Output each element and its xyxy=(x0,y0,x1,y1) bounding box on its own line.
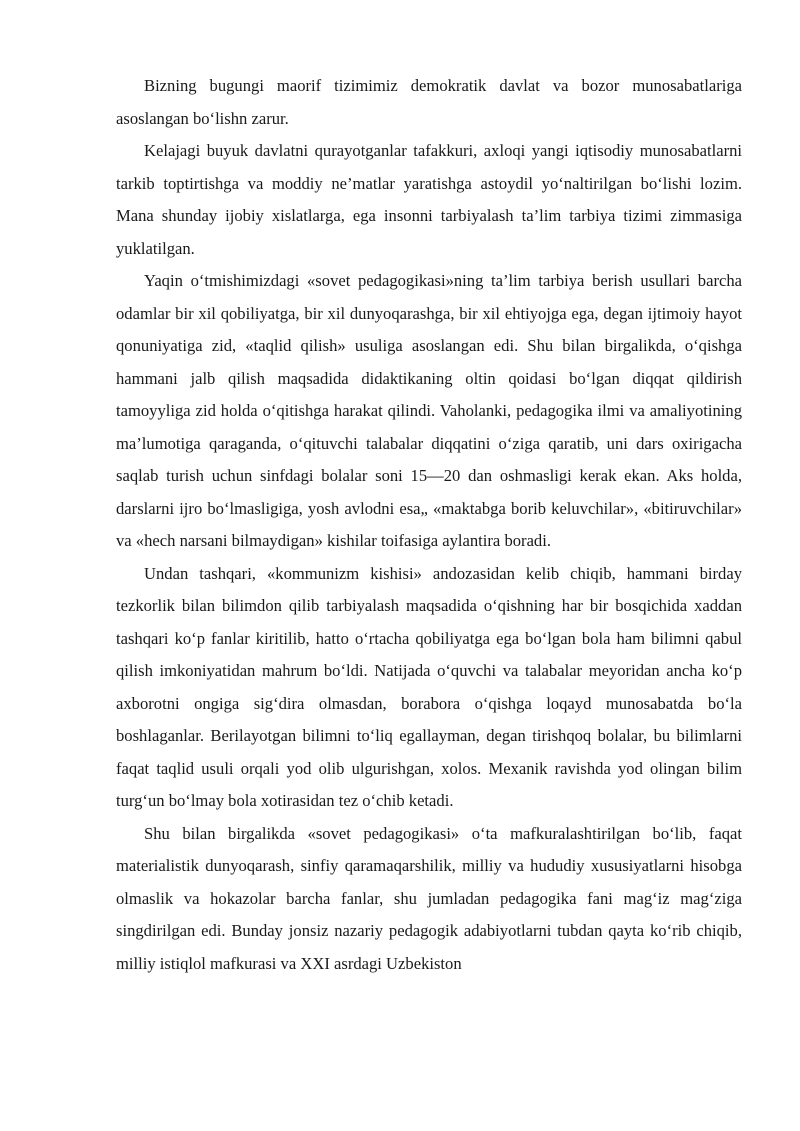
paragraph-2: Kelajagi buyuk davlatni qurayotganlar tafakkuri, axloqi yangi iqtisodiy munosabatlarni tarkib toptirtishga va moddiy ne’matlar yaratishga astoydil yo‘naltirilgan bo‘lishi lozim. Mana shunday ijobiy xislatlarga, ega insonni tarbiyalash ta’lim tarbiya tizimi zimmasiga yuklatilgan. xyxy=(116,141,742,258)
paragraph-1: Bizning bugungi maorif tizimimiz demokratik davlat va bozor munosabatlariga asoslangan bo‘lishn zarur. xyxy=(116,76,742,128)
paragraph-4: Undan tashqari, «kommunizm kishisi» andozasidan kelib chiqib, hammani birday tezkorlik bilan bilimdon qilib tarbiyalash maqsadida o‘qishning har bir bosqichida xaddan tashqari ko‘p fanlar kiritilib, hatto o‘rtacha qobiliyatga ega bo‘lgan bola ham bilimni qabul qilish imkoniyatidan mahrum bo‘ldi. Natijada o‘quvchi va talabalar meyoridan ancha ko‘p axborotni ongiga sig‘dira olmasdan, borabora o‘qishga loqayd munosabatda bo‘la boshlaganlar. Berilayotgan bilimni to‘liq egallayman, degan tirishqoq bolalar, bu bilimlarni faqat taqlid usuli orqali yod olib ulgurishgan, xolos. Mexanik ravishda yod olingan bilim turg‘un bo‘lmay bola xotirasidan tez o‘chib ketadi. xyxy=(116,563,742,810)
document-body xyxy=(116,70,742,980)
paragraph-5: Shu bilan birgalikda «sovet pedagogikasi» o‘ta mafkuralashtirilgan bo‘lib, faqat materialistik dunyoqarash, sinfiy qaramaqarshilik, milliy va hududiy xususiyatlarni hisobga olmaslik va hokazolar barcha fanlar, shu jumladan pedagogika fani mag‘iz mag‘ziga singdirilgan edi. Bunday jonsiz nazariy pedagogik adabiyotlarni tubdan qayta ko‘rib chiqib, milliy istiqlol mafkurasi va XXI asrdagi Uzbekiston xyxy=(116,823,742,973)
paragraph-3: Yaqin o‘tmishimizdagi «sovet pedagogikasi»ning ta’lim tarbiya berish usullari barcha odamlar bir xil qobiliyatga, bir xil dunyoqarashga, bir xil ehtiyojga ega, degan ijtimoiy hayot qonuniyatiga zid, «taqlid qilish» usuliga asoslangan edi. Shu bilan birgalikda, o‘qishga hammani jalb qilish maqsadida didaktikaning oltin qoidasi bo‘lgan diqqat qildirish tamoyyliga zid holda o‘qitishga harakat qilindi. Vaholanki, pedagogika ilmi va amaliyotining ma’lumotiga qaraganda, o‘qituvchi talabalar diqqatini o‘ziga qaratib, uni dars oxirigacha saqlab turish uchun sinfdagi bolalar soni 15—20 dan oshmasligi kerak ekan. Aks holda, darslarni ijro bo‘lmasligiga, yosh avlodni esa„ «maktabga borib keluvchilar», «bitiruvchilar» va «hech narsani bilmaydigan» kishilar toifasiga aylantira boradi. xyxy=(116,271,742,550)
